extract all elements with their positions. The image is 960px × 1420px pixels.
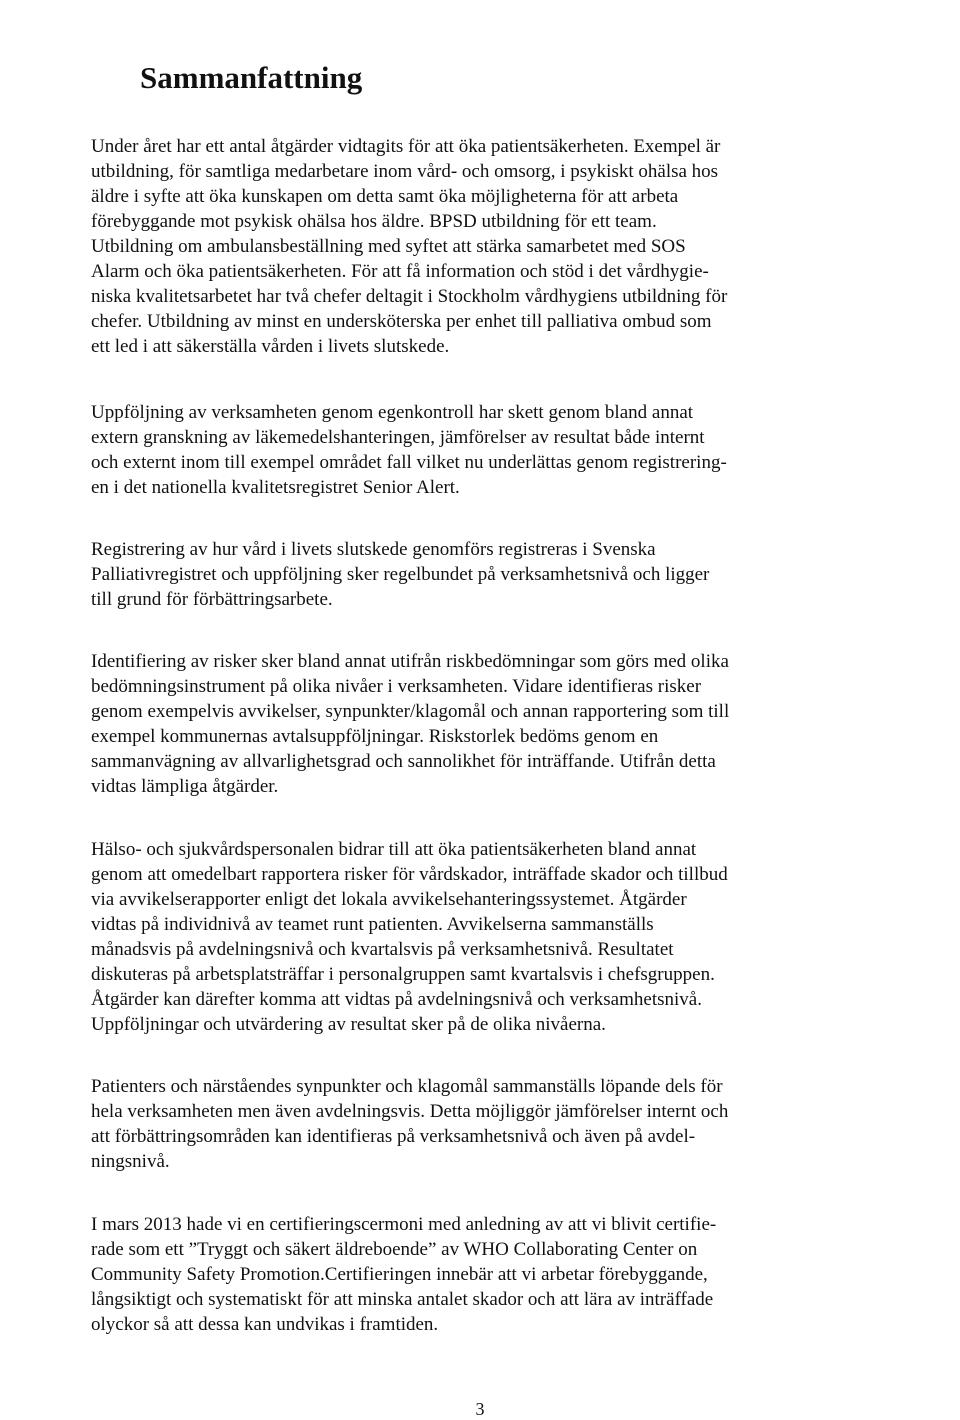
text-line: diskuteras på arbetsplatsträffar i personalgruppen samt kvartalsvis i chefsgruppen. <box>91 964 715 985</box>
text-line: Registrering av hur vård i livets slutskede genomförs registreras i Svenska <box>91 539 656 560</box>
paragraph-complaints <box>91 1074 831 1174</box>
text-line: genom exempelvis avvikelser, synpunkter/klagomål och annan rapportering som till <box>91 701 730 722</box>
paragraph-staff-reporting <box>91 837 831 1037</box>
text-line: Community Safety Promotion.Certifieringen innebär att vi arbetar förebyggande, <box>91 1264 708 1285</box>
page-number: 3 <box>475 1399 485 1419</box>
text-line: bedömningsinstrument på olika nivåer i verksamheten. Vidare identifieras risker <box>91 676 702 697</box>
text-line: chefer. Utbildning av minst en undersköterska per enhet till palliativa ombud som <box>91 311 712 332</box>
text-line: vidtas lämpliga åtgärder. <box>91 776 279 797</box>
text-line: Under året har ett antal åtgärder vidtagits för att öka patientsäkerheten. Exempel är <box>91 136 721 157</box>
text-line: månadsvis på avdelningsnivå och kvartalsvis på verksamhetsnivå. Resultatet <box>91 939 674 960</box>
text-line: exempel kommunernas avtalsuppföljningar. Riskstorlek bedöms genom en <box>91 726 659 747</box>
text-line: rade som ett ”Tryggt och säkert äldreboende” av WHO Collaborating Center on <box>91 1239 698 1260</box>
text-line: via avvikelserapporter enligt det lokala avvikelsehanteringssystemet. Åtgärder <box>91 889 687 910</box>
text-line: genom att omedelbart rapportera risker för vårdskador, inträffade skador och tillbud <box>91 864 728 885</box>
paragraph-follow-up <box>91 400 831 500</box>
text-line: Palliativregistret och uppföljning sker regelbundet på verksamhetsnivå och ligger <box>91 564 710 585</box>
text-line: äldre i syfte att öka kunskapen om detta samt öka möjligheterna för att arbeta <box>91 186 679 207</box>
text-line: långsiktigt och systematiskt för att minska antalet skador och att lära av inträffade <box>91 1289 714 1310</box>
text-line: en i det nationella kvalitetsregistret Senior Alert. <box>91 477 460 498</box>
text-line: sammanvägning av allvarlighetsgrad och sannolikhet för inträffande. Utifrån detta <box>91 751 716 772</box>
paragraph-patient-safety-measures <box>91 134 831 359</box>
paragraph-palliative-registration <box>91 537 831 612</box>
text-line: och externt inom till exempel området fall vilket nu underlättas genom registrering- <box>91 452 727 473</box>
text-line: Uppföljning av verksamheten genom egenkontroll har skett genom bland annat <box>91 402 694 423</box>
text-line: Hälso- och sjukvårdspersonalen bidrar till att öka patientsäkerheten bland annat <box>91 839 697 860</box>
text-line: Alarm och öka patientsäkerheten. För att få information och stöd i det vårdhygie- <box>91 261 709 282</box>
text-line: Utbildning om ambulansbeställning med syftet att stärka samarbetet med SOS <box>91 236 686 257</box>
text-line: hela verksamheten men även avdelningsvis. Detta möjliggör jämförelser internt och <box>91 1101 729 1122</box>
text-line: till grund för förbättringsarbete. <box>91 589 333 610</box>
text-line: att förbättringsområden kan identifieras på verksamhetsnivå och även på avdel- <box>91 1126 696 1147</box>
text-line: Patienters och närståendes synpunkter och klagomål sammanställs löpande dels för <box>91 1076 723 1097</box>
text-line: Identifiering av risker sker bland annat utifrån riskbedömningar som görs med olika <box>91 651 729 672</box>
text-line: Uppföljningar och utvärdering av resultat sker på de olika nivåerna. <box>91 1014 606 1035</box>
text-line: förebyggande mot psykisk ohälsa hos äldre. BPSD utbildning för ett team. <box>91 211 657 232</box>
text-line: ningsnivå. <box>91 1151 170 1172</box>
text-line: niska kvalitetsarbetet har två chefer deltagit i Stockholm vårdhygiens utbildning för <box>91 286 728 307</box>
paragraph-risk-identification <box>91 649 831 799</box>
paragraph-certification <box>91 1212 831 1337</box>
text-line: Åtgärder kan därefter komma att vidtas på avdelningsnivå och verksamhetsnivå. <box>91 989 702 1010</box>
text-line: extern granskning av läkemedelshanteringen, jämförelser av resultat både internt <box>91 427 705 448</box>
page-title: Sammanfattning <box>140 60 363 95</box>
text-line: utbildning, för samtliga medarbetare inom vård- och omsorg, i psykiskt ohälsa hos <box>91 161 719 182</box>
text-line: olyckor så att dessa kan undvikas i framtiden. <box>91 1314 439 1335</box>
text-line: ett led i att säkerställa vården i livets slutskede. <box>91 336 450 357</box>
text-line: I mars 2013 hade vi en certifieringscermoni med anledning av att vi blivit certifie- <box>91 1214 717 1235</box>
text-line: vidtas på individnivå av teamet runt patienten. Avvikelserna sammanställs <box>91 914 654 935</box>
